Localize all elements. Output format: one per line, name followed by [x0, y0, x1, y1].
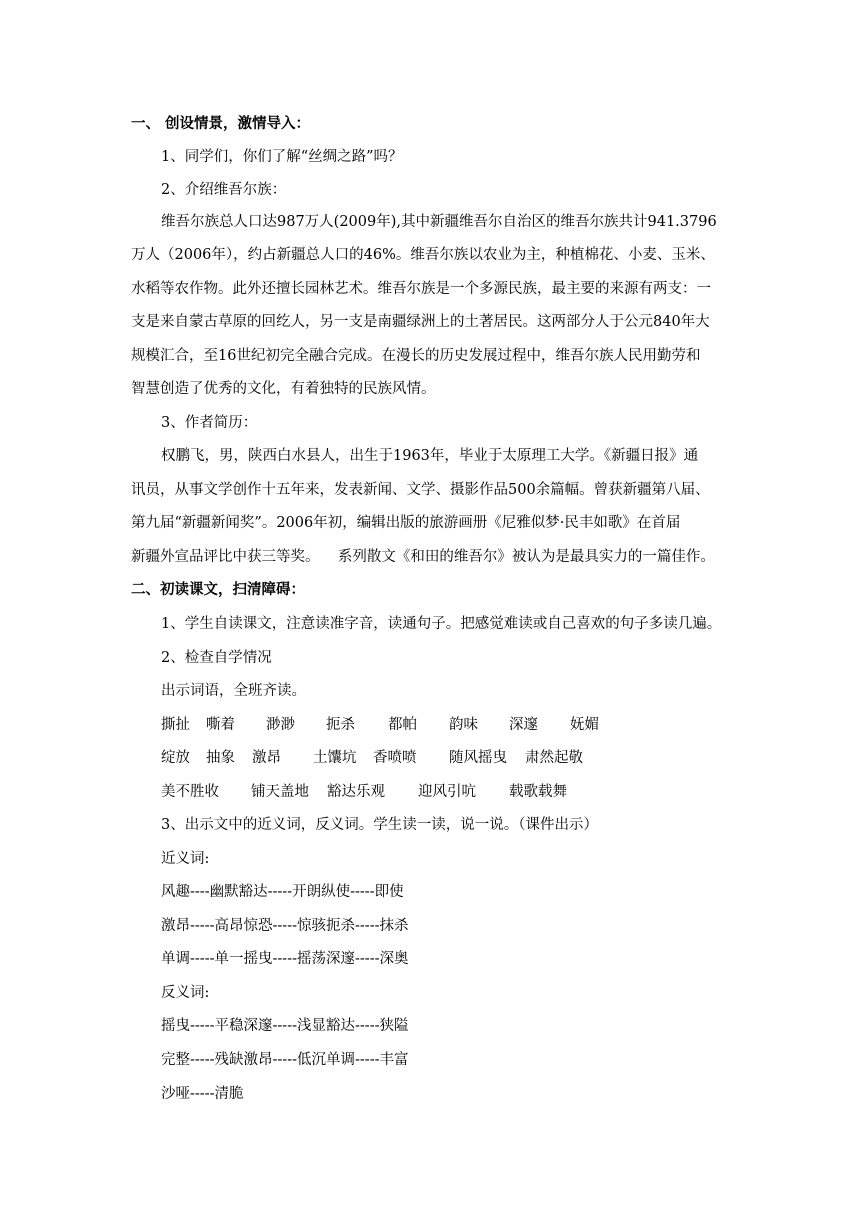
synonyms-label: 近义词:	[161, 851, 210, 867]
antonyms-label: 反义词:	[161, 985, 210, 1001]
vocab-word: 都帕	[388, 717, 417, 733]
synonym-line: 激昂-----高昂惊恐-----惊骇扼杀-----抹杀	[161, 918, 409, 934]
section2-item1: 1、学生自读课文，注意读准字音，读通句子。把感觉难读或自己喜欢的句子多读几遍。	[161, 616, 722, 632]
vocab-word: 撕扯	[161, 717, 190, 733]
section1-item3: 3、作者简历：	[161, 415, 258, 431]
author-line: 新疆外宣品评比中获三等奖。 系列散文《和田的维吾尔》被认为是最具实力的一篇佳作。	[131, 549, 715, 565]
vocab-word: 深邃	[509, 717, 538, 733]
vocab-word: 妩媚	[570, 717, 599, 733]
vocab-word: 绽放	[161, 750, 190, 766]
vocab-word: 迎风引吭	[418, 784, 476, 800]
vocab-word: 肃然起敬	[525, 750, 583, 766]
intro-line: 万人（2006年），约占新疆总人口的46%。维吾尔族以农业为主，种植棉花、小麦、玉米、	[131, 247, 715, 263]
vocab-word: 豁达乐观	[327, 784, 385, 800]
author-line: 讯员，从事文学创作十五年来，发表新闻、文学、摄影作品500余篇幅。曾获新疆第八届、	[131, 482, 710, 498]
section1-heading: 一、 创设情景，激情导入：	[131, 116, 311, 132]
section2-heading: 二、初读课文，扫清障碍：	[131, 582, 305, 598]
intro-line: 支是来自蒙古草原的回纥人，另一支是南疆绿洲上的土著居民。这两部分人于公元840年大	[131, 314, 710, 330]
antonym-line: 完整-----残缺激昂-----低沉单调-----丰富	[161, 1052, 409, 1068]
vocab-word: 载歌载舞	[509, 784, 567, 800]
section2-item2: 2、检查自学情况	[161, 650, 272, 666]
author-line: 权鹏飞，男，陕西白水县人，出生于1963年，毕业于太原理工大学。《新疆日报》通	[161, 448, 699, 464]
vocab-word: 随风摇曳	[449, 750, 507, 766]
antonym-line: 沙哑-----清脆	[161, 1086, 244, 1102]
vocab-word: 韵味	[449, 717, 478, 733]
vocab-word: 渺渺	[266, 717, 295, 733]
intro-line: 智慧创造了优秀的文化，有着独特的民族风情。	[131, 381, 436, 397]
vocab-word: 抽象	[206, 750, 235, 766]
vocab-word: 铺天盖地	[251, 784, 309, 800]
section1-item2: 2、介绍维吾尔族：	[161, 182, 287, 198]
section2-item3: 3、出示文中的近义词，反义词。学生读一读，说一说。（课件出示）	[161, 817, 598, 833]
vocab-word: 香喷喷	[373, 750, 417, 766]
synonym-line: 单调-----单一摇曳-----摇荡深邃-----深奥	[161, 951, 409, 967]
vocab-word: 激昂	[252, 750, 281, 766]
words-intro: 出示词语，全班齐读。	[161, 683, 306, 699]
vocab-word: 美不胜收	[161, 784, 219, 800]
vocab-word: 扼杀	[326, 717, 355, 733]
section1-item1: 1、同学们，你们了解“丝绸之路”吗？	[161, 149, 403, 165]
synonym-line: 风趣----幽默豁达-----开朗纵使-----即使	[161, 884, 404, 900]
antonym-line: 摇曳-----平稳深邃-----浅显豁达-----狭隘	[161, 1018, 409, 1034]
intro-line: 规模汇合，至16世纪初完全融合完成。在漫长的历史发展过程中，维吾尔族人民用勤劳和	[131, 348, 701, 364]
author-line: 第九届“新疆新闻奖”。2006年初，编辑出版的旅游画册《尼雅似梦·民丰如歌》在首届	[131, 515, 681, 531]
vocab-word: 嘶着	[206, 717, 235, 733]
intro-line: 水稻等农作物。此外还擅长园林艺术。维吾尔族是一个多源民族，最主要的来源有两支：一	[131, 281, 711, 297]
intro-line: 维吾尔族总人口达987万人(2009年),其中新疆维吾尔自治区的维吾尔族共计941.3796	[161, 214, 717, 230]
vocab-word: 土馕坑	[313, 750, 357, 766]
